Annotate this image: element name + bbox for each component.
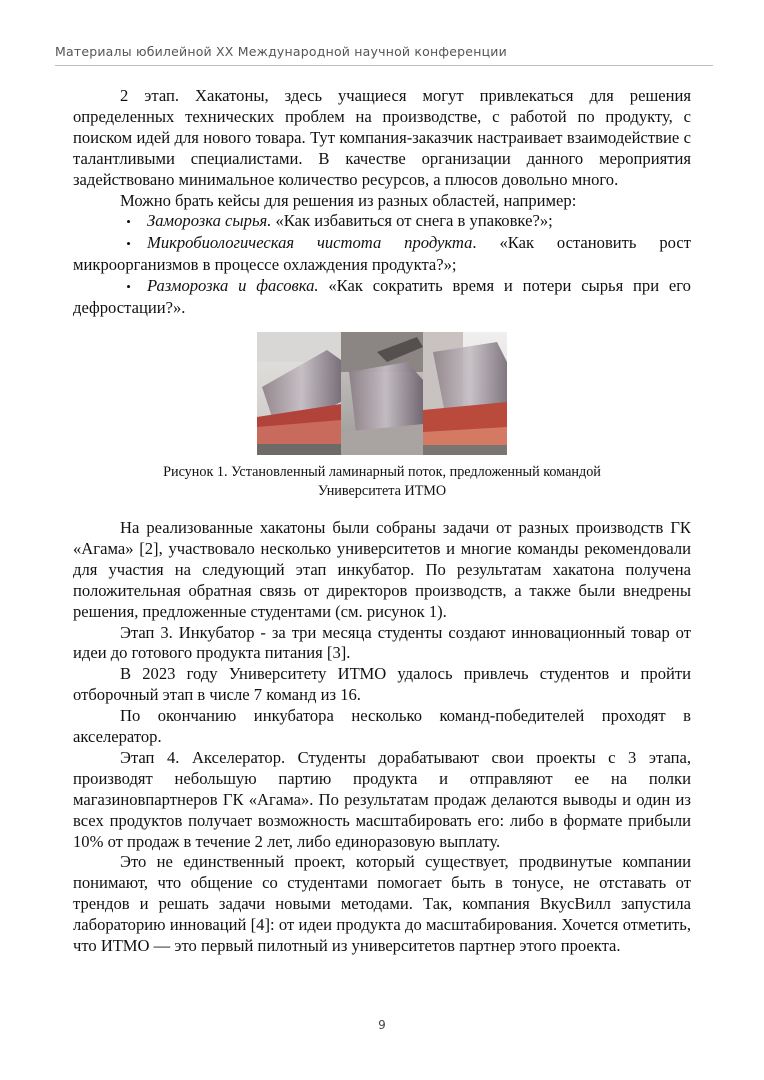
photo-panel-1 bbox=[257, 332, 341, 455]
bullet-text: «Как избавиться от снега в упаковке?»; bbox=[271, 211, 553, 231]
page-body bbox=[73, 86, 691, 957]
paragraph-itmo-2023: В 2023 году Университету ИТМО удалось привлечь студентов и пройти отборочный этап в числе 7 команд из 16. bbox=[73, 664, 691, 705]
paragraph-hackathon-results: На реализованные хакатоны были собраны задачи от разных производств ГК «Агама» [2], участвовало несколько университетов и многие команды рекомендовали для участия на следующий этап инкубатор. По результатам хакатона получена положительная обратная связь от директоров производств, а также были внедрены решения, предложенные студентами (см. рисунок 1). bbox=[73, 517, 691, 621]
page-number: 9 bbox=[378, 1018, 386, 1032]
figure-caption bbox=[73, 463, 691, 501]
figure-caption-line-1: Рисунок 1. Установленный ламинарный поток, предложенный командой bbox=[163, 463, 601, 480]
paragraph-incubator: Этап 3. Инкубатор - за три месяца студенты создают инновационный товар от идеи до готового продукта питания [3]. bbox=[73, 622, 691, 663]
figure-laminar-flow bbox=[73, 332, 691, 455]
paragraph-vkusvill: Это не единственный проект, который существует, продвинутые компании понимают, что общение со студентами помогает быть в тонусе, не отставать от трендов и решать задачи новыми методами. Так, компания ВкусВилл запустила лабораторию инноваций [4]: от идеи продукта до масштабирования. Хочется отметить, что ИТМО — это первый пилотный из университетов партнер этого проекта. bbox=[73, 852, 691, 956]
bullet-marker: • bbox=[126, 236, 131, 252]
figure-caption-line-2: Университета ИТМО bbox=[317, 482, 447, 499]
bullet-marker: • bbox=[126, 214, 131, 230]
bullet-topic: Разморозка и фасовка. bbox=[147, 276, 319, 296]
running-header: Материалы юбилейной XX Международной научной конференции bbox=[55, 44, 713, 66]
photo-panel-2 bbox=[341, 332, 423, 455]
paragraph-incubator-winners: По окончанию инкубатора несколько команд-победителей проходят в акселератор. bbox=[73, 706, 691, 747]
paragraph-cases-intro: Можно брать кейсы для решения из разных областей, например: bbox=[120, 190, 577, 210]
bullet-item-2 bbox=[73, 233, 691, 276]
bullet-topic: Заморозка сырья. bbox=[147, 211, 272, 231]
bullet-text: «Как сократить время и потери сырья при его дефростации?». bbox=[73, 276, 691, 318]
bullet-text: . «Как остановить рост микроорганизмов в процессе охлаждения продукта?»; bbox=[73, 233, 692, 275]
bullet-item-3 bbox=[73, 276, 691, 319]
paragraph-hackathons: 2 этап. Хакатоны, здесь учащиеся могут привлекаться для решения определенных технических проблем на производстве, с работой по продукту, с поиском идей для нового товара. Тут компания-заказчик настраивает взаимодействие с талантливыми специалистами. В качестве организации данного мероприятия задействовано минимальное количество ресурсов, а плюсов довольно много. bbox=[73, 86, 691, 189]
paragraph-accelerator: Этап 4. Акселератор. Студенты дорабатывают свои проекты с 3 этапа, производят небольшую партию продукта и отправляют ее на полки магазиновпартнеров ГК «Агама». По результатам продаж делаются выводы и один из всех продуктов получает возможность масштабировать его: либо в формате прибыли 10% от продаж в течение 2 лет, либо единоразовую выплату. bbox=[73, 747, 691, 851]
figure-photo-collage bbox=[257, 332, 507, 455]
bullet-marker: • bbox=[126, 279, 131, 295]
bullet-topic: Микробиологическая чистота продукта bbox=[147, 233, 473, 253]
photo-panel-3 bbox=[423, 332, 507, 455]
bullet-item-1 bbox=[73, 211, 691, 233]
